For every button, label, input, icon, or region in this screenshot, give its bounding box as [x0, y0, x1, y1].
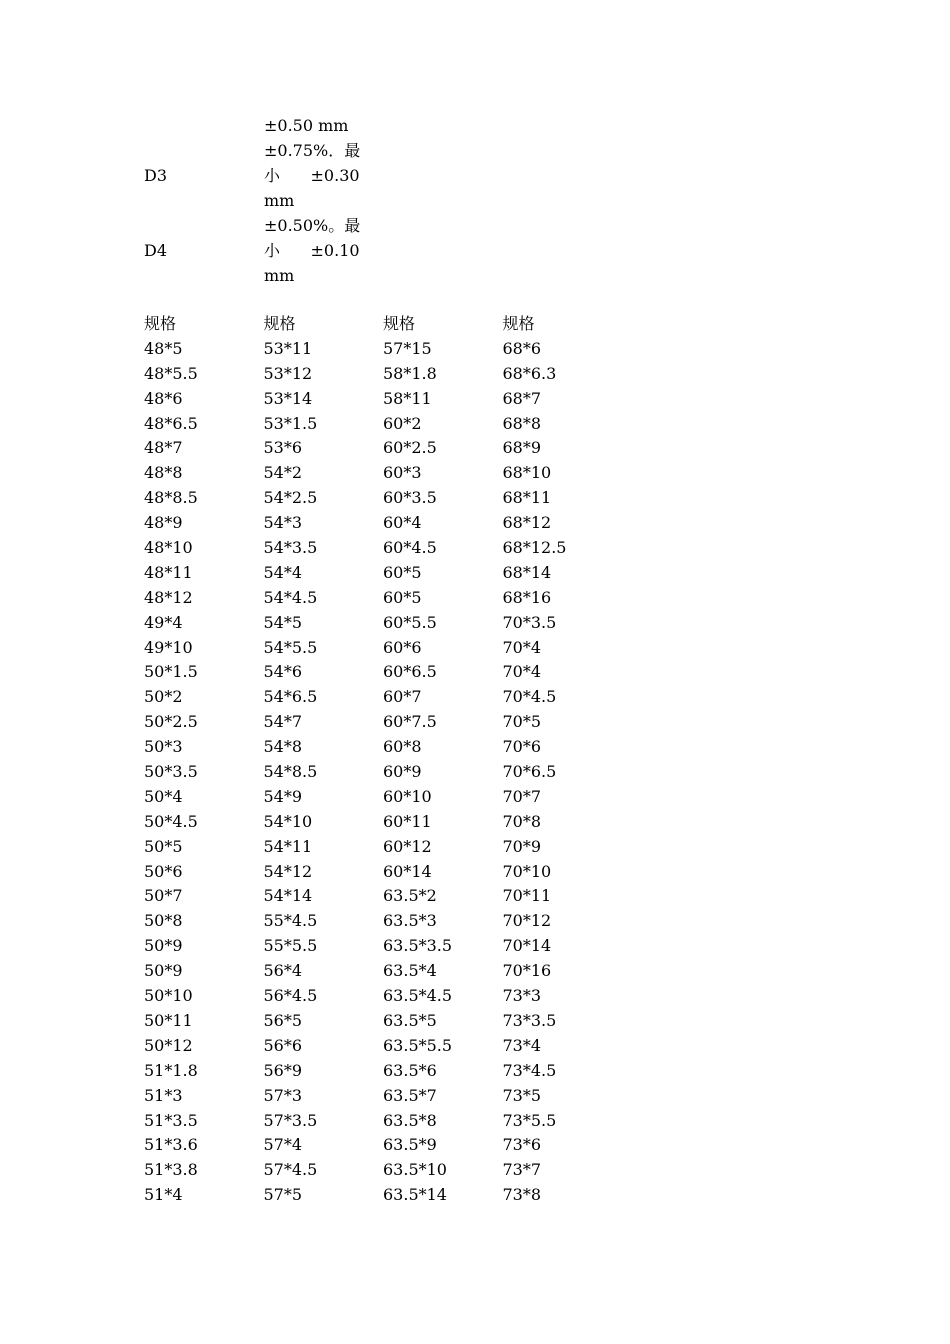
spec-cell: 50*5	[144, 836, 183, 856]
spec-cell: 50*12	[144, 1035, 193, 1055]
spec-row	[144, 934, 622, 959]
spec-cell: 57*5	[263, 1185, 303, 1205]
spec-header-cell: 规格	[263, 314, 296, 333]
spec-cell: 63.5*2	[383, 886, 437, 906]
spec-cell: 60*7	[383, 687, 422, 707]
spec-cell: 70*6	[502, 737, 542, 757]
spec-row	[144, 412, 622, 437]
spec-cell: 63.5*9	[383, 1135, 437, 1155]
spec-cell: 54*12	[263, 861, 313, 881]
tolerance-text: 小 ±0.30	[264, 166, 360, 185]
spec-cell: 51*1.8	[144, 1060, 198, 1080]
spec-cell: 48*6.5	[144, 413, 198, 433]
spec-row	[144, 511, 622, 536]
spec-cell: 50*2	[144, 687, 183, 707]
spec-cell: 51*4	[144, 1185, 183, 1205]
spec-cell: 54*8	[263, 737, 303, 757]
spec-cell: 60*10	[383, 786, 432, 806]
spec-cell: 57*4.5	[263, 1160, 318, 1180]
spec-cell: 60*3	[383, 463, 422, 483]
tolerance-text: ±0.50 mm	[264, 116, 349, 135]
spec-table	[144, 312, 622, 1208]
tolerance-text: ±0.75%．最	[264, 141, 361, 160]
spec-cell: 70*5	[502, 712, 542, 732]
spec-cell: 53*14	[263, 388, 313, 408]
spec-cell: 54*10	[263, 811, 313, 831]
spec-cell: 63.5*14	[383, 1185, 447, 1205]
spec-cell: 48*5	[144, 338, 183, 358]
spec-cell: 68*12.5	[502, 538, 567, 558]
spec-cell: 49*10	[144, 637, 193, 657]
spec-cell: 60*14	[383, 861, 432, 881]
spec-cell: 54*2	[263, 463, 303, 483]
spec-cell: 56*6	[263, 1035, 303, 1055]
spec-header-cell: 规格	[383, 314, 416, 333]
spec-cell: 56*4	[263, 961, 303, 981]
spec-cell: 68*10	[502, 463, 552, 483]
spec-cell: 68*7	[502, 388, 542, 408]
spec-cell: 57*3	[263, 1085, 303, 1105]
spec-cell: 54*14	[263, 886, 313, 906]
spec-row	[144, 1158, 622, 1183]
spec-cell: 50*1.5	[144, 662, 198, 682]
spec-cell: 70*4	[502, 662, 542, 682]
spec-row	[144, 1059, 622, 1084]
spec-row	[144, 362, 622, 387]
spec-row	[144, 1133, 622, 1158]
tolerance-text: 小 ±0.10	[264, 241, 360, 260]
spec-cell: 63.5*5.5	[383, 1035, 453, 1055]
spec-cell: 53*1.5	[263, 413, 318, 433]
spec-cell: 70*11	[502, 886, 552, 906]
spec-row	[144, 461, 622, 486]
spec-cell: 50*4	[144, 786, 183, 806]
spec-cell: 73*3	[502, 986, 542, 1006]
spec-row	[144, 909, 622, 934]
spec-cell: 70*12	[502, 911, 552, 931]
spec-row	[144, 860, 622, 885]
spec-header-cell: 规格	[144, 314, 177, 333]
spec-cell: 48*9	[144, 513, 183, 533]
spec-cell: 68*14	[502, 562, 552, 582]
spec-cell: 70*4.5	[502, 687, 557, 707]
spec-cell: 54*4.5	[263, 587, 318, 607]
spec-cell: 51*3.6	[144, 1135, 198, 1155]
spec-cell: 70*3.5	[502, 612, 557, 632]
tolerance-text: mm	[264, 191, 295, 210]
spec-cell: 70*16	[502, 961, 552, 981]
spec-cell: 73*6	[502, 1135, 542, 1155]
spec-row	[144, 660, 622, 685]
spec-cell: 68*11	[502, 488, 552, 508]
spec-cell: 60*11	[383, 811, 432, 831]
spec-row	[144, 785, 622, 810]
spec-cell: 48*5.5	[144, 363, 198, 383]
spec-row	[144, 835, 622, 860]
spec-cell: 70*6.5	[502, 762, 557, 782]
spec-cell: 54*6	[263, 662, 303, 682]
spec-cell: 50*9	[144, 961, 183, 981]
spec-cell: 54*9	[263, 786, 303, 806]
spec-row	[144, 710, 622, 735]
spec-cell: 73*8	[502, 1185, 542, 1205]
spec-cell: 50*2.5	[144, 712, 198, 732]
spec-cell: 60*4.5	[383, 538, 437, 558]
spec-cell: 63.5*3	[383, 911, 437, 931]
spec-cell: 70*9	[502, 836, 542, 856]
spec-cell: 51*3.8	[144, 1160, 198, 1180]
spec-row	[144, 984, 622, 1009]
spec-cell: 63.5*5	[383, 1010, 437, 1030]
spec-cell: 56*4.5	[263, 986, 318, 1006]
spec-cell: 57*15	[383, 338, 432, 358]
spec-cell: 73*5	[502, 1085, 542, 1105]
spec-cell: 48*8	[144, 463, 183, 483]
spec-cell: 60*5	[383, 587, 422, 607]
spec-row	[144, 486, 622, 511]
spec-row	[144, 810, 622, 835]
spec-cell: 54*11	[263, 836, 313, 856]
spec-row	[144, 636, 622, 661]
spec-cell: 55*4.5	[263, 911, 318, 931]
spec-row	[144, 586, 622, 611]
spec-row	[144, 685, 622, 710]
spec-cell: 63.5*10	[383, 1160, 447, 1180]
spec-cell: 68*9	[502, 438, 542, 458]
tolerance-grade: D3	[144, 166, 168, 185]
tolerance-text: ±0.50%。最	[264, 216, 361, 235]
spec-cell: 63.5*3.5	[383, 936, 453, 956]
spec-cell: 63.5*8	[383, 1110, 437, 1130]
spec-cell: 54*5.5	[263, 637, 318, 657]
spec-cell: 50*3.5	[144, 762, 198, 782]
spec-row	[144, 536, 622, 561]
spec-cell: 68*12	[502, 513, 552, 533]
spec-cell: 50*10	[144, 986, 193, 1006]
spec-cell: 53*11	[263, 338, 313, 358]
spec-cell: 63.5*6	[383, 1060, 437, 1080]
spec-cell: 68*8	[502, 413, 542, 433]
spec-row	[144, 959, 622, 984]
spec-cell: 54*2.5	[263, 488, 318, 508]
spec-row	[144, 611, 622, 636]
spec-row	[144, 561, 622, 586]
spec-cell: 51*3	[144, 1085, 183, 1105]
spec-cell: 63.5*4.5	[383, 986, 453, 1006]
tolerance-grade: D4	[144, 241, 168, 260]
spec-row	[144, 387, 622, 412]
spec-row	[144, 735, 622, 760]
spec-row	[144, 337, 622, 362]
spec-row	[144, 1183, 622, 1208]
spec-cell: 51*3.5	[144, 1110, 198, 1130]
spec-cell: 60*8	[383, 737, 422, 757]
spec-cell: 73*7	[502, 1160, 542, 1180]
spec-cell: 48*7	[144, 438, 183, 458]
spec-cell: 60*9	[383, 762, 422, 782]
spec-cell: 68*6	[502, 338, 542, 358]
spec-cell: 68*6.3	[502, 363, 557, 383]
spec-cell: 48*12	[144, 587, 193, 607]
spec-cell: 53*12	[263, 363, 313, 383]
spec-row	[144, 760, 622, 785]
spec-cell: 60*2.5	[383, 438, 437, 458]
spec-cell: 50*4.5	[144, 811, 198, 831]
spec-cell: 49*4	[144, 612, 183, 632]
spec-cell: 57*4	[263, 1135, 303, 1155]
spec-header-cell: 规格	[502, 314, 535, 333]
spec-cell: 50*7	[144, 886, 183, 906]
spec-cell: 53*6	[263, 438, 303, 458]
spec-cell: 56*5	[263, 1010, 303, 1030]
spec-cell: 60*3.5	[383, 488, 437, 508]
spec-cell: 60*5.5	[383, 612, 437, 632]
spec-cell: 70*4	[502, 637, 542, 657]
spec-cell: 48*6	[144, 388, 183, 408]
spec-cell: 60*2	[383, 413, 422, 433]
spec-cell: 70*8	[502, 811, 542, 831]
spec-cell: 68*16	[502, 587, 552, 607]
spec-row	[144, 1034, 622, 1059]
tolerance-text: mm	[264, 266, 295, 285]
spec-row	[144, 884, 622, 909]
spec-row	[144, 436, 622, 461]
spec-cell: 58*11	[383, 388, 432, 408]
spec-cell: 73*3.5	[502, 1010, 557, 1030]
spec-cell: 57*3.5	[263, 1110, 318, 1130]
spec-cell: 60*6.5	[383, 662, 437, 682]
spec-cell: 50*9	[144, 936, 183, 956]
spec-table-header	[144, 312, 622, 337]
spec-cell: 70*10	[502, 861, 552, 881]
spec-cell: 60*5	[383, 562, 422, 582]
spec-row	[144, 1109, 622, 1134]
spec-cell: 60*6	[383, 637, 422, 657]
spec-row	[144, 1009, 622, 1034]
spec-cell: 73*4.5	[502, 1060, 557, 1080]
spec-row	[144, 1084, 622, 1109]
spec-cell: 60*7.5	[383, 712, 437, 732]
spec-cell: 73*5.5	[502, 1110, 557, 1130]
spec-cell: 54*3	[263, 513, 303, 533]
spec-cell: 48*11	[144, 562, 193, 582]
spec-cell: 63.5*4	[383, 961, 437, 981]
spec-cell: 54*3.5	[263, 538, 318, 558]
spec-cell: 50*3	[144, 737, 183, 757]
spec-cell: 60*12	[383, 836, 432, 856]
spec-cell: 70*14	[502, 936, 552, 956]
spec-cell: 50*6	[144, 861, 183, 881]
spec-cell: 63.5*7	[383, 1085, 437, 1105]
spec-cell: 50*11	[144, 1010, 193, 1030]
spec-cell: 54*5	[263, 612, 303, 632]
spec-cell: 48*8.5	[144, 488, 198, 508]
spec-cell: 58*1.8	[383, 363, 437, 383]
spec-cell: 70*7	[502, 786, 542, 806]
spec-cell: 48*10	[144, 538, 193, 558]
spec-cell: 56*9	[263, 1060, 303, 1080]
spec-cell: 54*4	[263, 562, 303, 582]
spec-cell: 55*5.5	[263, 936, 318, 956]
spec-cell: 73*4	[502, 1035, 542, 1055]
spec-table-body	[144, 337, 622, 1208]
spec-cell: 60*4	[383, 513, 422, 533]
spec-cell: 50*8	[144, 911, 183, 931]
spec-cell: 54*7	[263, 712, 303, 732]
spec-cell: 54*8.5	[263, 762, 318, 782]
spec-cell: 54*6.5	[263, 687, 318, 707]
